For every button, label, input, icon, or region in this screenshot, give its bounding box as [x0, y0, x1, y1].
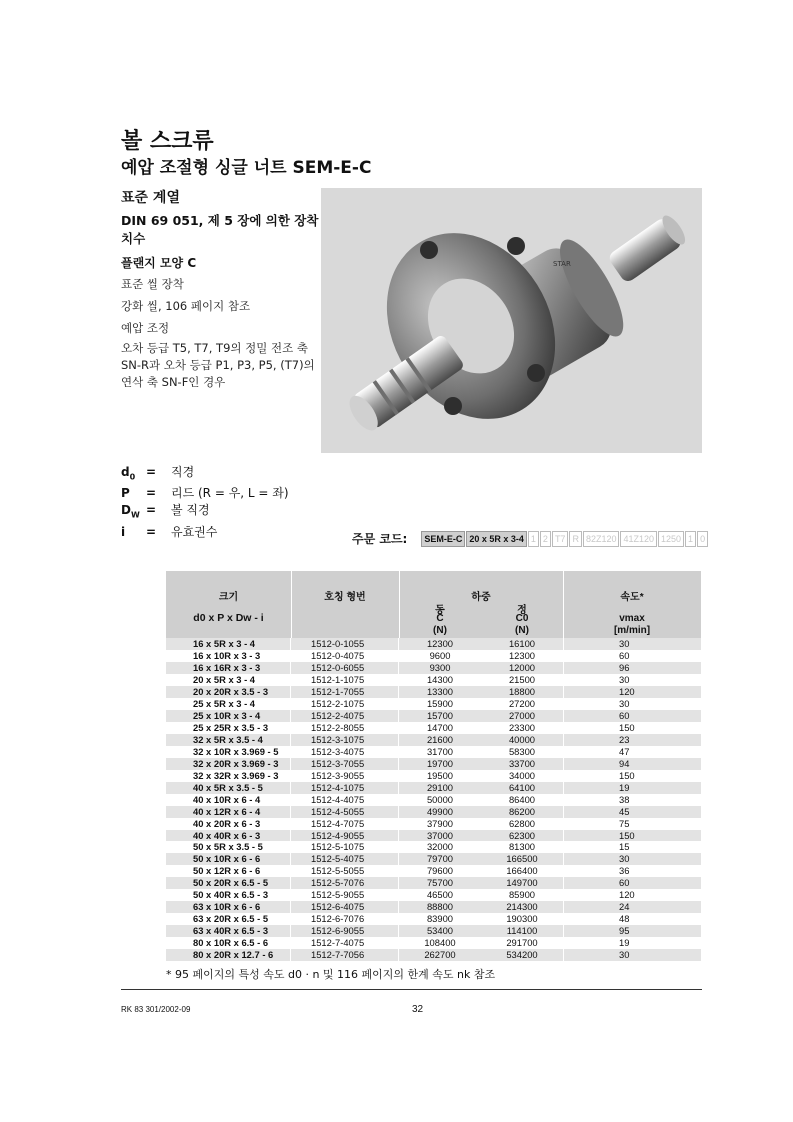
cell-part-number: 1512-5-5055 — [291, 865, 399, 877]
table-row — [166, 650, 702, 662]
cell-size: 20 x 20R x 3.5 - 3 — [166, 686, 291, 698]
page-number: 32 — [412, 1004, 424, 1015]
cell-speed: 150 — [564, 770, 702, 782]
cell-static-load: 166400 — [481, 865, 564, 877]
cell-static-load: 27200 — [481, 698, 564, 710]
cell-size: 16 x 5R x 3 - 4 — [166, 638, 291, 650]
cell-static-load: 18800 — [481, 686, 564, 698]
cell-speed: 94 — [564, 758, 702, 770]
cell-dynamic-load: 19500 — [426, 769, 454, 781]
cell-part-number: 1512-2-8055 — [291, 722, 399, 734]
order-code-box: T7 — [552, 531, 569, 547]
order-code-label: 주문 코드: — [352, 532, 408, 546]
header-dynamic-symbol: C — [436, 613, 444, 624]
table-row — [166, 901, 702, 913]
table-row — [166, 877, 702, 889]
order-code-box: 1 — [528, 531, 539, 547]
cell-dynamic-load: 50000 — [426, 793, 454, 805]
cell-size: 16 x 16R x 3 - 3 — [166, 662, 291, 674]
cell-part-number: 1512-7-4075 — [291, 937, 399, 949]
cell-dynamic-load: 79700 — [426, 853, 454, 865]
table-row — [166, 638, 702, 650]
table-row — [166, 937, 702, 949]
cell-dynamic-load: 46500 — [426, 889, 454, 901]
cell-part-number: 1512-2-1075 — [291, 698, 399, 710]
cell-part-number: 1512-0-4075 — [291, 650, 399, 662]
header-size-col — [166, 571, 292, 638]
table-row — [166, 662, 702, 674]
order-code-box: 2 — [540, 531, 551, 547]
table-row — [166, 913, 702, 925]
cell-dynamic-load: 13300 — [426, 685, 454, 697]
cell-static-load: 58300 — [481, 746, 564, 758]
header-speed-symbol: vmax — [619, 613, 645, 624]
cell-part-number: 1512-3-1075 — [291, 734, 399, 746]
star-logo: STAR — [553, 260, 571, 268]
header-speed: 속도* — [620, 592, 644, 603]
cell-dynamic-load: 75700 — [426, 877, 454, 889]
table-row — [166, 710, 702, 722]
table-row — [166, 734, 702, 746]
cell-size: 63 x 40R x 6.5 - 3 — [166, 925, 291, 937]
header-dynamic-unit: (N) — [433, 625, 447, 636]
cell-speed: 95 — [564, 925, 702, 937]
legend-row — [121, 502, 289, 523]
cell-size: 32 x 20R x 3.969 - 3 — [166, 758, 291, 770]
table-row — [166, 865, 702, 877]
cell-static-load: 166500 — [481, 853, 564, 865]
product-photo — [321, 188, 702, 453]
legend-text: 유효권수 — [171, 524, 218, 539]
cell-static-load: 86200 — [481, 806, 564, 818]
cell-size: 63 x 20R x 6.5 - 5 — [166, 913, 291, 925]
cell-part-number: 1512-6-4075 — [291, 901, 399, 913]
cell-static-load: 85900 — [481, 889, 564, 901]
cell-dynamic-load: 9600 — [429, 649, 451, 661]
legend-symbol: $d_0$ — [121, 465, 136, 482]
table-row — [166, 770, 702, 782]
cell-speed: 48 — [564, 913, 702, 925]
cell-static-load: 86400 — [481, 794, 564, 806]
table-row — [166, 925, 702, 937]
legend-equals: = — [146, 465, 157, 479]
table-row — [166, 853, 702, 865]
legend-symbol: $D_W$ — [121, 503, 140, 520]
cell-part-number: 1512-5-1075 — [291, 841, 399, 853]
table-row — [166, 758, 702, 770]
cell-speed: 120 — [564, 889, 702, 901]
page-subtitle: 예압 조절형 싱글 너트 SEM-E-C — [121, 158, 372, 178]
cell-dynamic-load: 262700 — [424, 949, 456, 961]
page-title: 볼 스크류 — [121, 129, 214, 154]
cell-size: 50 x 40R x 6.5 - 3 — [166, 889, 291, 901]
table-row — [166, 794, 702, 806]
cell-speed: 19 — [564, 782, 702, 794]
cell-part-number: 1512-7-7056 — [291, 949, 399, 961]
cell-part-number: 1512-5-7076 — [291, 877, 399, 889]
cell-static-load: 62800 — [481, 818, 564, 830]
cell-dynamic-load: 37900 — [426, 817, 454, 829]
cell-size: 16 x 10R x 3 - 3 — [166, 650, 291, 662]
cell-speed: 30 — [564, 638, 702, 650]
cell-size: 63 x 10R x 6 - 6 — [166, 901, 291, 913]
cell-size: 40 x 12R x 6 - 4 — [166, 806, 291, 818]
cell-speed: 75 — [564, 818, 702, 830]
ball-screw-nut-image — [321, 188, 702, 453]
cell-dynamic-load: 88800 — [426, 901, 454, 913]
cell-speed: 30 — [564, 674, 702, 686]
footer-divider — [121, 989, 702, 990]
cell-size: 40 x 10R x 6 - 4 — [166, 794, 291, 806]
legend-equals: = — [146, 486, 157, 501]
cell-dynamic-load: 53400 — [426, 925, 454, 937]
flange-shape: 플랜지 모양 C — [121, 256, 197, 270]
cell-speed: 60 — [564, 710, 702, 722]
cell-dynamic-load: 15900 — [426, 697, 454, 709]
cell-speed: 36 — [564, 865, 702, 877]
cell-dynamic-load: 37000 — [426, 829, 454, 841]
header-static: 정 — [517, 605, 527, 616]
cell-static-load: 214300 — [481, 901, 564, 913]
table-row — [166, 746, 702, 758]
header-speed-col — [563, 571, 702, 638]
cell-size: 25 x 25R x 3.5 - 3 — [166, 722, 291, 734]
cell-dynamic-load: 83900 — [426, 913, 454, 925]
cell-part-number: 1512-4-7075 — [291, 818, 399, 830]
order-code — [352, 530, 709, 547]
cell-size: 80 x 20R x 12.7 - 6 — [166, 949, 291, 961]
cell-speed: 24 — [564, 901, 702, 913]
table-row — [166, 949, 702, 961]
cell-part-number: 1512-5-9055 — [291, 889, 399, 901]
cell-size: 25 x 10R x 3 - 4 — [166, 710, 291, 722]
cell-size: 40 x 40R x 6 - 3 — [166, 830, 291, 842]
cell-dynamic-load: 9300 — [429, 661, 451, 673]
order-code-box: 0 — [697, 531, 708, 547]
cell-size: 32 x 5R x 3.5 - 4 — [166, 734, 291, 746]
cell-part-number: 1512-1-7055 — [291, 686, 399, 698]
cell-size: 20 x 5R x 3 - 4 — [166, 674, 291, 686]
cell-part-number: 1512-5-4075 — [291, 853, 399, 865]
cell-speed: 60 — [564, 877, 702, 889]
cell-dynamic-load: 14700 — [426, 721, 454, 733]
header-part-col — [291, 571, 400, 638]
din-text: DIN 69 051, 제 5 장에 의한 장착 치수 — [121, 213, 319, 246]
cell-static-load: 16100 — [481, 638, 564, 650]
legend-equals: = — [146, 503, 157, 518]
table-row — [166, 686, 702, 698]
header-load: 하중 — [471, 592, 491, 603]
preload-text: 예압 조정 — [121, 321, 170, 335]
cell-dynamic-load: 32000 — [426, 841, 454, 853]
standard-seal-text: 표준 씰 장착 — [121, 277, 184, 291]
section-title: 표준 계열 — [121, 190, 180, 206]
cell-part-number: 1512-3-4075 — [291, 746, 399, 758]
table-row — [166, 830, 702, 842]
order-code-box: 20 x 5R x 3-4 — [466, 531, 527, 547]
cell-static-load: 149700 — [481, 877, 564, 889]
cell-part-number: 1512-1-1075 — [291, 674, 399, 686]
cell-size: 32 x 32R x 3.969 - 3 — [166, 770, 291, 782]
cell-static-load: 12300 — [481, 650, 564, 662]
cell-speed: 150 — [564, 722, 702, 734]
cell-static-load: 33700 — [481, 758, 564, 770]
cell-speed: 60 — [564, 650, 702, 662]
cell-part-number: 1512-4-1075 — [291, 782, 399, 794]
legend-row — [121, 464, 289, 485]
cell-dynamic-load: 49900 — [426, 805, 454, 817]
legend-row — [121, 485, 289, 502]
cell-part-number: 1512-6-7076 — [291, 913, 399, 925]
cell-size: 80 x 10R x 6.5 - 6 — [166, 937, 291, 949]
header-dynamic: 동 — [435, 605, 445, 616]
header-size: 크기 — [218, 592, 239, 603]
cell-part-number: 1512-3-9055 — [291, 770, 399, 782]
legend-row — [121, 524, 289, 541]
table-row — [166, 722, 702, 734]
order-code-box: 41Z120 — [620, 531, 657, 547]
order-code-box: R — [569, 531, 582, 547]
cell-dynamic-load: 15700 — [426, 709, 454, 721]
header-static-symbol: C0 — [515, 613, 529, 624]
cell-dynamic-load: 14300 — [426, 673, 454, 685]
header-static-unit: (N) — [515, 625, 529, 636]
cell-size: 25 x 5R x 3 - 4 — [166, 698, 291, 710]
legend-text: 볼 직경 — [171, 503, 210, 518]
table-row — [166, 806, 702, 818]
cell-size: 40 x 5R x 3.5 - 5 — [166, 782, 291, 794]
cell-part-number: 1512-0-6055 — [291, 662, 399, 674]
cell-part-number: 1512-3-7055 — [291, 758, 399, 770]
cell-static-load: 62300 — [481, 830, 564, 842]
order-code-box: 1 — [685, 531, 696, 547]
cell-size: 50 x 10R x 6 - 6 — [166, 853, 291, 865]
cell-part-number: 1512-4-4075 — [291, 794, 399, 806]
cell-static-load: 27000 — [481, 710, 564, 722]
cell-static-load: 23300 — [481, 722, 564, 734]
cell-speed: 120 — [564, 686, 702, 698]
legend-symbol: P — [121, 486, 130, 501]
legend-equals: = — [146, 524, 157, 539]
table-row — [166, 698, 702, 710]
table-row — [166, 674, 702, 686]
table-row — [166, 889, 702, 901]
cell-dynamic-load: 21600 — [426, 733, 454, 745]
order-code-box: SEM-E-C — [421, 531, 465, 547]
cell-speed: 15 — [564, 841, 702, 853]
cell-speed: 19 — [564, 937, 702, 949]
cell-static-load: 114100 — [481, 925, 564, 937]
cell-size: 50 x 12R x 6 - 6 — [166, 865, 291, 877]
cell-speed: 45 — [564, 806, 702, 818]
cell-static-load: 40000 — [481, 734, 564, 746]
table-row — [166, 782, 702, 794]
order-code-box: 82Z120 — [583, 531, 620, 547]
legend-text: 리드 (R = 우, L = 좌) — [171, 486, 289, 501]
cell-dynamic-load: 79600 — [426, 865, 454, 877]
cell-speed: 30 — [564, 698, 702, 710]
cell-part-number: 1512-4-9055 — [291, 830, 399, 842]
legend-text: 직경 — [171, 465, 195, 479]
table-row — [166, 818, 702, 830]
cell-size: 40 x 20R x 6 - 3 — [166, 818, 291, 830]
cell-speed: 30 — [564, 949, 702, 961]
header-speed-unit: [m/min] — [613, 625, 651, 636]
cell-static-load: 81300 — [481, 841, 564, 853]
cell-size: 50 x 5R x 3.5 - 5 — [166, 841, 291, 853]
cell-dynamic-load: 31700 — [426, 745, 454, 757]
cell-static-load: 21500 — [481, 674, 564, 686]
symbol-legend — [121, 464, 289, 541]
cell-dynamic-load: 12300 — [426, 638, 454, 649]
footnote: * 95 페이지의 특성 속도 d0 · n 및 116 페이지의 한계 속도 nk 참조 — [166, 968, 496, 981]
header-part-number: 호칭 형번 — [324, 592, 366, 603]
cell-dynamic-load: 19700 — [426, 757, 454, 769]
cell-size: 32 x 10R x 3.969 - 5 — [166, 746, 291, 758]
cell-part-number: 1512-6-9055 — [291, 925, 399, 937]
cell-part-number: 1512-4-5055 — [291, 806, 399, 818]
cell-size: 50 x 20R x 6.5 - 5 — [166, 877, 291, 889]
cell-speed: 30 — [564, 853, 702, 865]
table-body — [166, 638, 702, 961]
cell-static-load: 534200 — [481, 949, 564, 961]
cell-static-load: 64100 — [481, 782, 564, 794]
legend-symbol: i — [121, 524, 126, 539]
cell-speed: 150 — [564, 830, 702, 842]
cell-static-load: 190300 — [481, 913, 564, 925]
cell-dynamic-load: 108400 — [424, 937, 456, 949]
cell-part-number: 1512-0-1055 — [291, 638, 399, 650]
header-formula: d0 x P x Dw - i — [193, 612, 264, 624]
cell-speed: 47 — [564, 746, 702, 758]
header-load-col — [399, 571, 564, 638]
order-code-box: 1250 — [658, 531, 684, 547]
cell-speed: 23 — [564, 734, 702, 746]
cell-static-load: 291700 — [481, 937, 564, 949]
reinforced-seal-text: 강화 씰, 106 페이지 참조 — [121, 299, 251, 313]
document-id: RK 83 301/2002-09 — [121, 1005, 191, 1014]
cell-static-load: 34000 — [481, 770, 564, 782]
tolerance-text: 오차 등급 T5, T7, T9의 정밀 전조 축 SN-R과 오차 등급 P1, P3, P5, (T7)의 연삭 축 SN-F인 경우 — [121, 341, 315, 389]
table-header — [166, 571, 702, 638]
cell-speed: 38 — [564, 794, 702, 806]
table-row — [166, 841, 702, 853]
cell-speed: 96 — [564, 662, 702, 674]
cell-dynamic-load: 29100 — [426, 781, 454, 793]
cell-static-load: 12000 — [481, 662, 564, 674]
spec-table — [166, 571, 702, 961]
cell-part-number: 1512-2-4075 — [291, 710, 399, 722]
